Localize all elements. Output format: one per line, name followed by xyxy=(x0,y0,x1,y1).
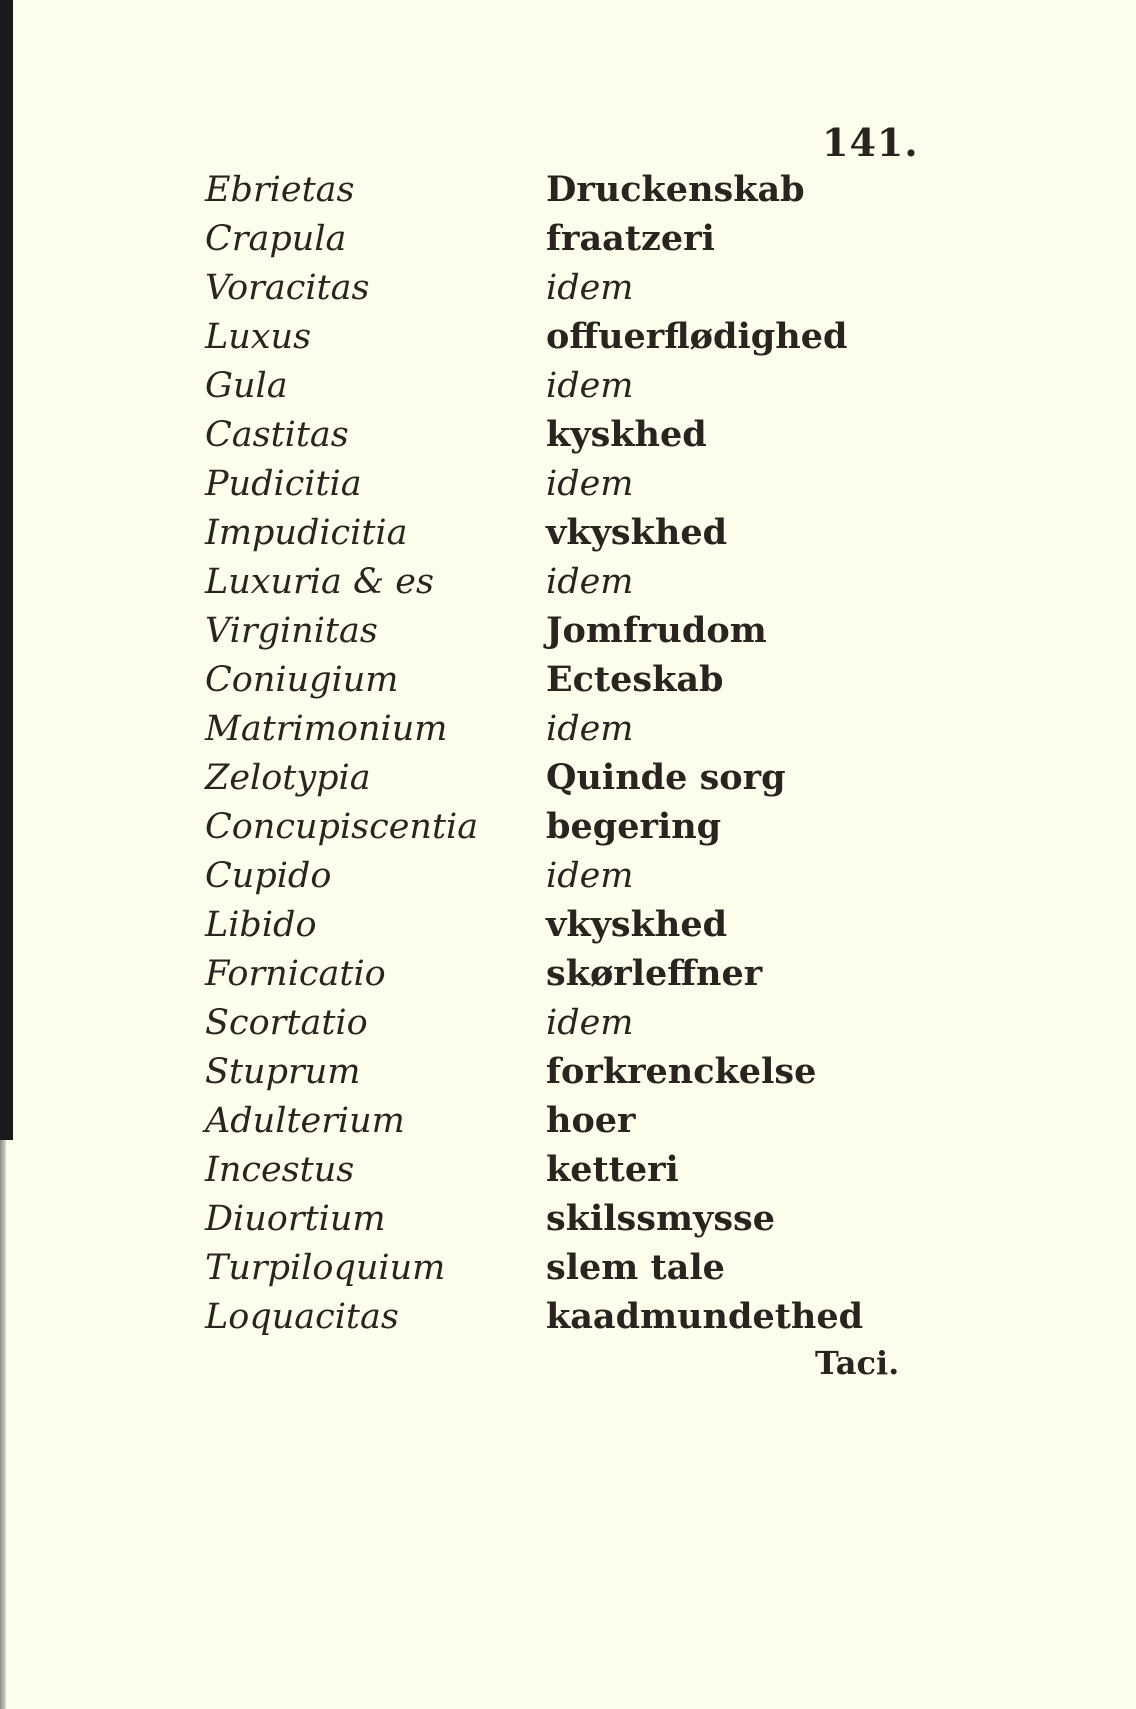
latin-term: Coniugium xyxy=(205,660,399,700)
danish-term: skørleffner xyxy=(546,953,763,994)
danish-term: begering xyxy=(546,806,722,847)
danish-term: Ecteskab xyxy=(546,659,724,700)
glossary-entry xyxy=(0,658,1136,707)
glossary-entry xyxy=(0,707,1136,756)
latin-term: Incestus xyxy=(205,1150,355,1190)
latin-term: Luxus xyxy=(205,317,312,357)
danish-term: Druckenskab xyxy=(546,169,805,210)
latin-term: Cupido xyxy=(205,856,332,896)
glossary-entry xyxy=(0,168,1136,217)
danish-term: ketteri xyxy=(546,1149,679,1190)
latin-term: Matrimonium xyxy=(205,709,448,749)
danish-term: Jomfrudom xyxy=(546,610,767,651)
latin-term: Voracitas xyxy=(205,268,370,308)
danish-term: kaadmundethed xyxy=(546,1296,864,1337)
danish-term: fraatzeri xyxy=(546,218,715,259)
glossary-entry xyxy=(0,1001,1136,1050)
glossary-entry xyxy=(0,560,1136,609)
danish-term: idem xyxy=(546,1003,634,1043)
catchword: Taci. xyxy=(815,1344,900,1382)
glossary-entry xyxy=(0,609,1136,658)
danish-term: idem xyxy=(546,366,634,406)
glossary-entry xyxy=(0,1050,1136,1099)
danish-term: vkyskhed xyxy=(546,512,728,553)
latin-term: Fornicatio xyxy=(205,954,386,994)
glossary-entry xyxy=(0,756,1136,805)
danish-term: idem xyxy=(546,464,634,504)
latin-term: Impudicitia xyxy=(205,513,408,553)
latin-term: Stuprum xyxy=(205,1052,361,1092)
latin-term: Luxuria & es xyxy=(205,562,434,602)
danish-term: forkrenckelse xyxy=(546,1051,817,1092)
glossary-entry xyxy=(0,511,1136,560)
glossary-entry xyxy=(0,1246,1136,1295)
glossary-entry xyxy=(0,1099,1136,1148)
glossary-entry xyxy=(0,1295,1136,1344)
latin-term: Libido xyxy=(205,905,317,945)
latin-term: Zelotypia xyxy=(205,758,371,798)
danish-term: Quinde sorg xyxy=(546,757,786,798)
danish-term: kyskhed xyxy=(546,414,707,455)
latin-term: Adulterium xyxy=(205,1101,405,1141)
latin-term: Scortatio xyxy=(205,1003,368,1043)
page-number: 141. xyxy=(822,120,919,165)
danish-term: offuerflødighed xyxy=(546,316,848,357)
danish-term: idem xyxy=(546,709,634,749)
latin-term: Diuortium xyxy=(205,1199,386,1239)
glossary-entry xyxy=(0,266,1136,315)
glossary-entry xyxy=(0,364,1136,413)
latin-term: Crapula xyxy=(205,219,347,259)
danish-term: vkyskhed xyxy=(546,904,728,945)
glossary-entry xyxy=(0,903,1136,952)
latin-term: Loquacitas xyxy=(205,1297,399,1337)
danish-term: idem xyxy=(546,268,634,308)
glossary-entry xyxy=(0,952,1136,1001)
glossary-entry xyxy=(0,462,1136,511)
latin-term: Turpiloquium xyxy=(205,1248,446,1288)
danish-term: hoer xyxy=(546,1100,636,1141)
glossary-list xyxy=(0,168,1136,1344)
danish-term: slem tale xyxy=(546,1247,725,1288)
glossary-entry xyxy=(0,1148,1136,1197)
danish-term: idem xyxy=(546,856,634,896)
glossary-entry xyxy=(0,1197,1136,1246)
glossary-entry xyxy=(0,854,1136,903)
glossary-entry xyxy=(0,315,1136,364)
glossary-entry xyxy=(0,413,1136,462)
latin-term: Gula xyxy=(205,366,288,406)
latin-term: Virginitas xyxy=(205,611,378,651)
latin-term: Castitas xyxy=(205,415,349,455)
latin-term: Pudicitia xyxy=(205,464,362,504)
glossary-entry xyxy=(0,217,1136,266)
danish-term: idem xyxy=(546,562,634,602)
danish-term: skilssmysse xyxy=(546,1198,776,1239)
glossary-entry xyxy=(0,805,1136,854)
latin-term: Concupiscentia xyxy=(205,807,479,847)
latin-term: Ebrietas xyxy=(205,170,355,210)
